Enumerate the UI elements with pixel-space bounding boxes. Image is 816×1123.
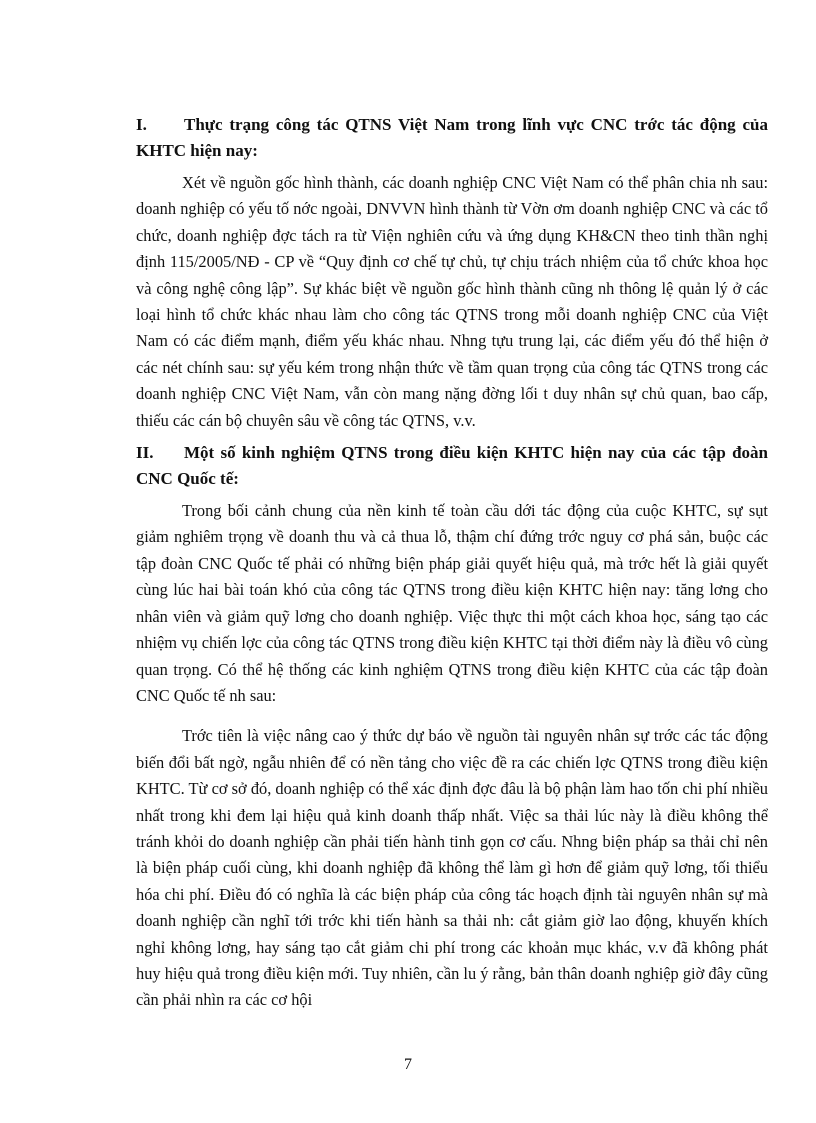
page-number: 7: [404, 1056, 412, 1073]
section-heading-1: [136, 112, 768, 164]
document-body: [136, 112, 768, 1020]
section-2-paragraph-1: Trong bối cảnh chung của nền kinh tế toàn cầu dới tác động của cuộc KHTC, sự sụt giảm nghiêm trọng về doanh thu và cả thua lỗ, thậm chí đứng trớc nguy cơ phá sản, buộc các tập đoàn CNC Quốc tế phải có những biện pháp giải quyết hiệu quả, mà trớc hết là giải quyết cùng lúc hai bài toán khó của công tác QTNS trong điều kiện KHTC hiện nay: tăng lơng cho nhân viên và giảm quỹ lơng cho doanh nghiệp. Việc thực thi một cách khoa học, sáng tạo các nhiệm vụ chiến lợc của công tác QTNS trong điều kiện KHTC tại thời điểm này là điều vô cùng quan trọng. Có thể hệ thống các kinh nghiệm QTNS trong điều kiện KHTC của các tập đoàn CNC Quốc tế nh sau:: [136, 501, 768, 705]
section-title-1: Thực trạng công tác QTNS Việt Nam trong lĩnh vực CNC trớc tác động của KHTC hiện nay:: [136, 115, 768, 160]
section-heading-2: [136, 440, 768, 492]
section-title-2: Một số kinh nghiệm QTNS trong điều kiện KHTC hiện nay của các tập đoàn CNC Quốc tế:: [136, 443, 768, 489]
section-1-paragraph-1: Xét về nguồn gốc hình thành, các doanh nghiệp CNC Việt Nam có thể phân chia nh sau: doanh nghiệp có yếu tố nớc ngoài, DNVVN hình thành từ Vờn ơm doanh nghiệp CNC và các tổ chức, doanh nghiệp đợc tách ra từ Viện nghiên cứu và ứng dụng KH&CN theo tinh thần nghị định 115/2005/NĐ - CP về “Quy định cơ chế tự chủ, tự chịu trách nhiệm của tổ chức khoa học và công nghệ công lập”. Sự khác biệt về nguồn gốc hình thành cũng nh thông lệ quản lý ở các loại hình tổ chức khác nhau làm cho công tác QTNS trong mỗi doanh nghiệp CNC của Việt Nam có các điểm mạnh, điểm yếu khác nhau. Nhng tựu trung lại, các điểm yếu đó thể hiện ở các nét chính sau: sự yếu kém trong nhận thức về tầm quan trọng của công tác QTNS trong các doanh nghiệp CNC Việt Nam, vẫn còn mang nặng đờng lối t duy nhân sự chủ quan, bao cấp, thiếu các cán bộ chuyên sâu về công tác QTNS, v.v.: [136, 173, 768, 430]
section-2-paragraph-2: Trớc tiên là việc nâng cao ý thức dự báo về nguồn tài nguyên nhân sự trớc các tác động biến đổi bất ngờ, ngẫu nhiên để có nền tảng cho việc đề ra các chiến lợc QTNS trong điều kiện KHTC. Từ cơ sở đó, doanh nghiệp có thể xác định đợc đâu là bộ phận làm hao tốn chi phí nhiều nhất trong khi đem lại hiệu quả kinh doanh thấp nhất. Việc sa thải lúc này là điều không thể tránh khỏi do doanh nghiệp cần phải tiến hành tinh gọn cơ cấu. Nhng biện pháp sa thải chỉ nên là biện pháp cuối cùng, khi doanh nghiệp đã không thể làm gì hơn để giảm quỹ lơng, tối thiểu hóa chi phí. Điều đó có nghĩa là các biện pháp của công tác hoạch định tài nguyên nhân sự mà doanh nghiệp cần nghĩ tới trớc khi tiến hành sa thải nh: cắt giảm giờ lao động, khuyến khích nghỉ không lơng, hay sáng tạo cắt giảm chi phí trong các khoản mục khác, v.v đã không phát huy hiệu quả trong điều kiện mới. Tuy nhiên, cần lu ý rằng, bản thân doanh nghiệp giờ đây cũng cần phải nhìn ra các cơ hội: [136, 726, 768, 1010]
section-number-1: I.: [136, 115, 147, 134]
section-number-2: II.: [136, 443, 154, 463]
